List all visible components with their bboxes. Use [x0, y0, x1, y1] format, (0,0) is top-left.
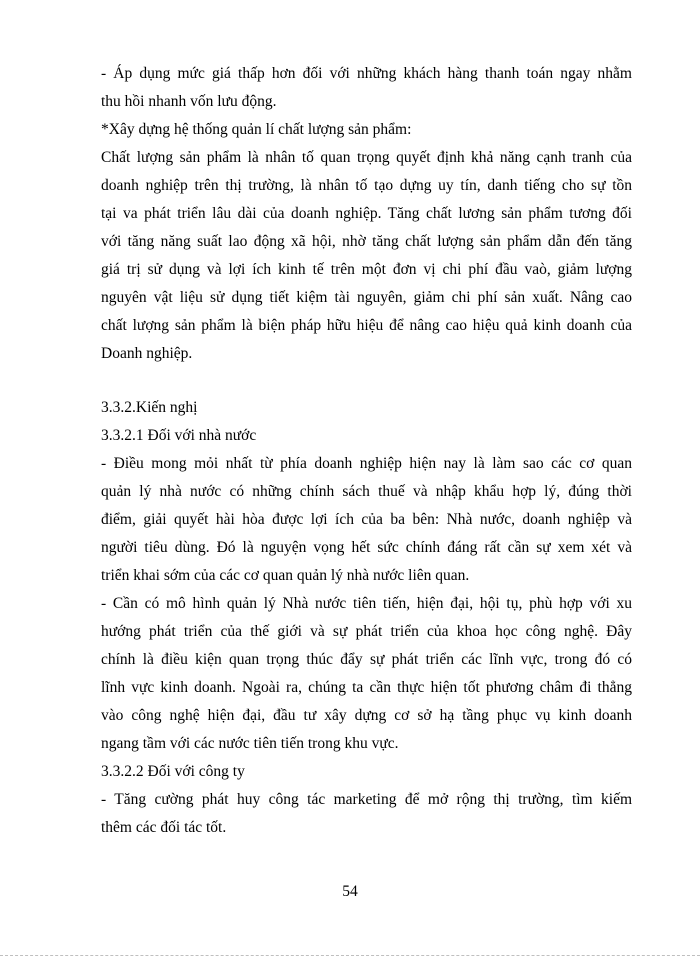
state-bullet-2-line-2: hướng phát triển của thế giới và sự phát triển của khoa học công nghệ. Đây [101, 623, 632, 640]
state-bullet-1-line-1: - Điều mong mỏi nhất từ phía doanh nghiệp hiện nay là làm sao các cơ quan [101, 455, 632, 472]
state-bullet-2-line-3: chính là điều kiện quan trọng thúc đẩy sự phát triển các lĩnh vực, trong đó có [101, 651, 632, 668]
page-bottom-divider [0, 955, 700, 956]
quality-body-line-5: giá trị sử dụng và lợi ích kinh tế trên một đơn vị chi phí đầu vaò, giảm lượng [101, 261, 632, 278]
state-bullet-1-line-2: quản lý nhà nước có những chính sách thuế và nhập khẩu hợp lý, đúng thời [101, 483, 632, 500]
page-number: 54 [342, 883, 358, 900]
quality-body-line-1: Chất lượng sản phẩm là nhân tố quan trọng quyết định khả năng cạnh tranh của [101, 149, 632, 166]
quality-body-line-3: tại va phát triển lâu dài của doanh nghiệp. Tăng chất lương sản phẩm tương đối [101, 205, 632, 222]
quality-heading: *Xây dựng hệ thống quản lí chất lượng sản phẩm: [101, 121, 412, 138]
quality-body-line-7: chất lượng sản phẩm là biện pháp hữu hiệu để nâng cao hiệu quả kinh doanh của [101, 317, 632, 334]
quality-body-line-2: doanh nghiệp trên thị trường, là nhân tố tạo dựng uy tín, danh tiếng cho sự tồn [101, 177, 632, 194]
state-bullet-2-line-4: lĩnh vực kinh doanh. Ngoài ra, chúng ta cần thực hiện tốt phương châm đi thẳng [101, 679, 632, 696]
company-bullet-line-1: - Tăng cường phát huy công tác marketing để mở rộng thị trường, tìm kiếm [101, 791, 632, 808]
state-bullet-1-line-4: người tiêu dùng. Đó là nguyện vọng hết sức chính đáng rất cần sự xem xét và [101, 539, 632, 556]
company-bullet-line-2: thêm các đối tác tốt. [101, 819, 227, 836]
state-bullet-1-line-5: triển khai sớm của các cơ quan quản lý nhà nước liên quan. [101, 567, 470, 584]
state-bullet-1-line-3: điểm, giải quyết hài hòa được lợi ích của ba bên: Nhà nước, doanh nghiệp và [101, 511, 632, 528]
section-heading: 3.3.2.Kiến nghị [101, 399, 198, 416]
state-bullet-2-line-1: - Cần có mô hình quản lý Nhà nước tiên tiến, hiện đại, hội tụ, phù hợp với xu [101, 595, 632, 612]
state-bullet-2-line-6: ngang tầm với các nước tiên tiến trong khu vực. [101, 735, 399, 752]
state-heading: 3.3.2.1 Đối với nhà nước [101, 427, 257, 444]
pricing-bullet-line-1: - Áp dụng mức giá thấp hơn đối với những khách hàng thanh toán ngay nhằm [101, 65, 632, 82]
quality-body-line-4: với tăng năng suất lao động xã hội, nhờ tăng chất lượng sản phẩm dẫn đến tăng [101, 233, 632, 250]
quality-body-line-8: Doanh nghiệp. [101, 345, 193, 362]
state-bullet-2-line-5: vào công nghệ hiện đại, đầu tư xây dựng cơ sở hạ tầng phục vụ kinh doanh [101, 707, 632, 724]
quality-body-line-6: nguyên vật liệu sử dụng tiết kiệm tài nguyên, giảm chi phí sản xuất. Nâng cao [101, 289, 632, 306]
company-heading: 3.3.2.2 Đối với công ty [101, 763, 245, 780]
pricing-bullet-line-2: thu hồi nhanh vốn lưu động. [101, 93, 277, 110]
